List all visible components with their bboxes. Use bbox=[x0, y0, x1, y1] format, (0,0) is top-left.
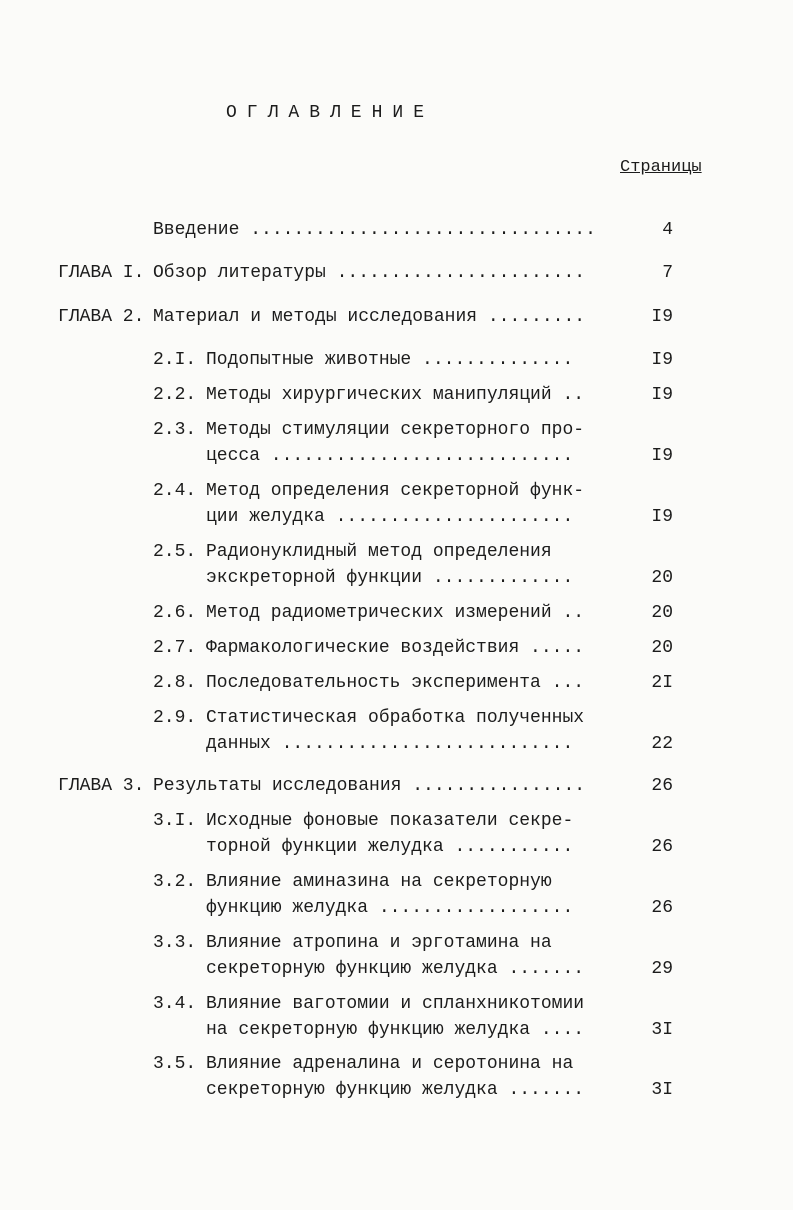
section-number: 3.2. bbox=[153, 872, 197, 892]
toc-page-number: 22 bbox=[651, 734, 673, 754]
toc-entry-text: Влияние аминазина на секреторную bbox=[206, 872, 552, 892]
toc-page-number: 20 bbox=[651, 568, 673, 588]
section-number: 2.3. bbox=[153, 420, 197, 440]
section-number: 2.I. bbox=[153, 350, 197, 370]
section-number: 2.2. bbox=[153, 385, 197, 405]
toc-entry-text: данных ........................... bbox=[206, 734, 574, 754]
toc-entry-text: Обзор литературы ....................... bbox=[153, 263, 586, 283]
toc-page-number: 29 bbox=[651, 959, 673, 979]
toc-page-number: 4 bbox=[662, 220, 673, 240]
section-number: 2.5. bbox=[153, 542, 197, 562]
chapter-label: ГЛАВА 3. bbox=[58, 776, 145, 796]
toc-entry-text: функцию желудка .................. bbox=[206, 898, 574, 918]
toc-page-number: 2I bbox=[651, 673, 673, 693]
section-number: 3.4. bbox=[153, 994, 197, 1014]
toc-page-number: I9 bbox=[651, 307, 673, 327]
toc-entry-text: Фармакологические воздействия ..... bbox=[206, 638, 585, 658]
toc-page-number: 20 bbox=[651, 603, 673, 623]
toc-entry-text: Результаты исследования ................ bbox=[153, 776, 586, 796]
section-number: 2.4. bbox=[153, 481, 197, 501]
toc-entry-text: Влияние атропина и эрготамина на bbox=[206, 933, 552, 953]
section-number: 2.6. bbox=[153, 603, 197, 623]
toc-page-number: 26 bbox=[651, 898, 673, 918]
section-number: 3.5. bbox=[153, 1054, 197, 1074]
section-number: 2.7. bbox=[153, 638, 197, 658]
pages-column-header: Страницы bbox=[620, 158, 702, 177]
toc-entry-text: на секреторную функцию желудка .... bbox=[206, 1020, 585, 1040]
toc-entry-text: Метод определения секреторной функ- bbox=[206, 481, 585, 501]
toc-entry-text: торной функции желудка ........... bbox=[206, 837, 574, 857]
toc-page-number: I9 bbox=[651, 507, 673, 527]
toc-page-number: I9 bbox=[651, 385, 673, 405]
toc-entry-text: Исходные фоновые показатели секре- bbox=[206, 811, 574, 831]
toc-entry-text: Влияние ваготомии и спланхникотомии bbox=[206, 994, 585, 1014]
toc-page-number: I9 bbox=[651, 350, 673, 370]
toc-entry-text: ции желудка ...................... bbox=[206, 507, 574, 527]
toc-entry-text: Материал и методы исследования ......... bbox=[153, 307, 586, 327]
toc-entry-text: Радионуклидный метод определения bbox=[206, 542, 552, 562]
toc-entry-text: цесса ............................ bbox=[206, 446, 574, 466]
toc-entry-text: Подопытные животные .............. bbox=[206, 350, 574, 370]
page-title: ОГЛАВЛЕНИЕ bbox=[225, 103, 435, 123]
toc-entry-text: Метод радиометрических измерений .. bbox=[206, 603, 585, 623]
chapter-label: ГЛАВА I. bbox=[58, 263, 145, 283]
toc-entry-text: Методы хирургических манипуляций .. bbox=[206, 385, 585, 405]
toc-entry-text: секреторную функцию желудка ....... bbox=[206, 1080, 585, 1100]
toc-page-number: I9 bbox=[651, 446, 673, 466]
toc-page-number: 3I bbox=[651, 1020, 673, 1040]
toc-page-number: 20 bbox=[651, 638, 673, 658]
toc-page-number: 26 bbox=[651, 776, 673, 796]
toc-entry-text: Влияние адреналина и серотонина на bbox=[206, 1054, 574, 1074]
section-number: 2.9. bbox=[153, 708, 197, 728]
toc-entry-text: Введение ................................ bbox=[153, 220, 596, 240]
toc-entry-text: Последовательность эксперимента ... bbox=[206, 673, 585, 693]
toc-entry-text: Статистическая обработка полученных bbox=[206, 708, 585, 728]
toc-page-number: 26 bbox=[651, 837, 673, 857]
toc-entry-text: секреторную функцию желудка ....... bbox=[206, 959, 585, 979]
chapter-label: ГЛАВА 2. bbox=[58, 307, 145, 327]
section-number: 3.3. bbox=[153, 933, 197, 953]
section-number: 2.8. bbox=[153, 673, 197, 693]
section-number: 3.I. bbox=[153, 811, 197, 831]
toc-page-number: 7 bbox=[662, 263, 673, 283]
toc-entry-text: Методы стимуляции секреторного про- bbox=[206, 420, 585, 440]
toc-page-number: 3I bbox=[651, 1080, 673, 1100]
toc-entry-text: экскреторной функции ............. bbox=[206, 568, 574, 588]
